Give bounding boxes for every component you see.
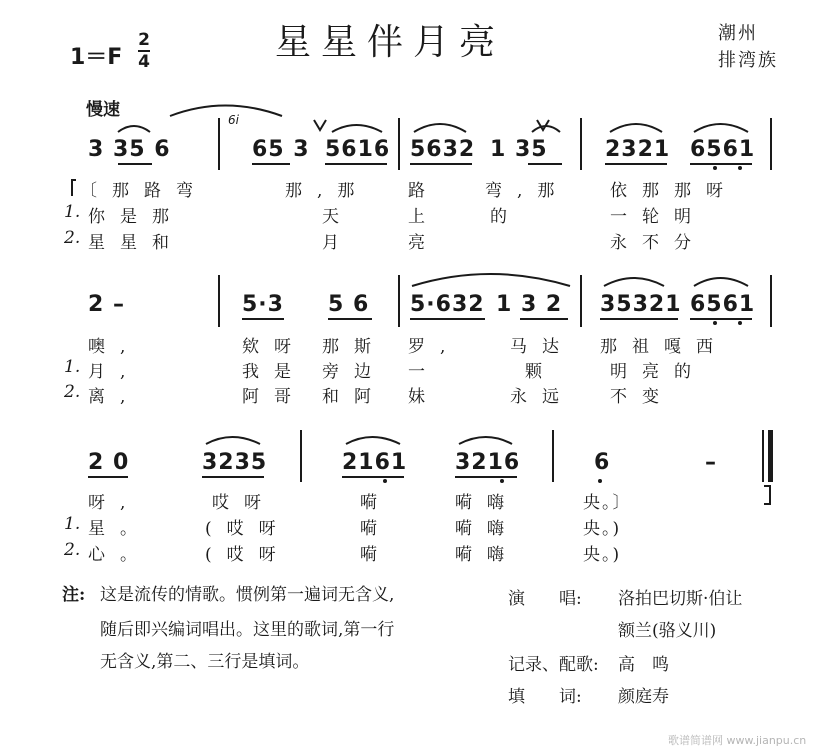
measure-notes: 2 – [88,292,125,317]
lyric-text: 阿哥 [242,387,306,407]
footnote-line: 随后即兴编词唱出。这里的歌词,第一行 [100,620,395,640]
credit-name: 额兰(骆义川) [618,621,717,641]
lyric-text: 依那那呀 [610,181,738,201]
slur [610,124,662,132]
measure-notes: – [705,450,717,475]
lyric-text: 妹 [408,387,440,407]
lyric-text: 那祖嘎西 [600,337,728,357]
lyric-text: 亮 [408,233,440,253]
lyric-text: 永远 [510,387,574,407]
lyric-text: 央。) [583,519,622,539]
lyric-text: 我是 [242,362,306,382]
octave-dot [738,321,742,325]
lyric-text: 嗬嗨 [455,545,519,565]
measure-notes: 3235 [202,450,268,475]
measure-notes: 5·3 [242,292,284,317]
origin-region: 潮州 [718,23,758,44]
measure-notes: 2321 [605,137,671,162]
measure-notes: 1 35 [490,137,548,162]
key-signature: 1＝F [70,45,123,70]
lyric-text: 罗, [408,337,461,357]
tempo-marking: 慢速 [86,100,120,120]
measure-notes: 1 3 2 [496,292,563,317]
lyric-text: 马达 [510,337,574,357]
lyric-text: 〔那路弯 [80,181,208,201]
lyric-text: 颗 [525,362,557,382]
credit-name: 高 鸣 [618,655,669,675]
footnote-line: 这是流传的情歌。惯例第一遍词无含义, [100,585,395,605]
slur [694,124,748,132]
measure-notes: 2161 [342,450,408,475]
lyric-text: 央。〕 [583,493,632,513]
slur [170,106,282,117]
credit-role: 记录、配歌: [508,655,599,675]
measure-notes: 5632 [410,137,476,162]
slur [206,437,260,444]
lyric-bracket [764,486,770,504]
lyric-text: 哎呀 [212,493,276,513]
lyric-text: 月, [88,362,141,382]
footnote-label: 注: [62,585,86,605]
measure-notes: 3 35 6 [88,137,171,162]
credit-name: 洛拍巴切斯·伯让 [618,589,743,609]
time-sig-top: 2 [138,30,150,50]
lyric-text: 嗬嗨 [455,519,519,539]
lyric-text: 星星和 [88,233,184,253]
lyric-text: 嗬 [360,519,392,539]
verse-number: 1. [64,202,81,222]
slur [346,437,400,444]
lyric-text: (哎呀 [205,545,291,565]
lyric-text: 嗬 [360,493,392,513]
octave-dot [738,166,742,170]
lyric-text: 一 [408,362,440,382]
lyric-text: 那,那 [285,181,370,201]
measure-notes: 2 0 [88,450,130,475]
lyric-text: 央。) [583,545,622,565]
measure-notes: 6561 [690,292,756,317]
slur [414,124,466,132]
lyric-text: (哎呀 [205,519,291,539]
lyric-text: 旁边 [322,362,386,382]
octave-dot [500,479,504,483]
slur [604,278,664,286]
credit-role: 演 唱: [508,589,582,609]
measure-notes: 5·632 [410,292,485,317]
lyric-text: 你是那 [88,207,184,227]
lyric-text: 欸呀 [242,337,306,357]
site-watermark: 歌谱简谱网 www.jianpu.cn [668,734,807,747]
lyric-text: 和阿 [322,387,386,407]
lyric-text: 的 [490,207,522,227]
octave-dot [713,321,717,325]
time-sig-bottom: 4 [138,52,150,72]
lyric-text: 呀, [88,493,141,513]
lyric-text: 离, [88,387,141,407]
lyric-text: 上 [408,207,440,227]
lyric-text: 永不分 [610,233,706,253]
footnote-line: 无含义,第二、三行是填词。 [100,652,310,672]
lyric-text: 嗬嗨 [455,493,519,513]
song-title: 星星伴月亮 [275,22,506,63]
lyric-text: 路 [408,181,440,201]
measure-notes: 65 3 [252,137,310,162]
lyric-text: 嗬 [360,545,392,565]
measure-notes: 5 6 [328,292,370,317]
measure-notes: 35321 [600,292,682,317]
slur [412,274,570,286]
lyric-text: 一轮明 [610,207,706,227]
lyric-bracket [72,180,76,196]
grace-notes: 6i [228,113,239,127]
lyric-text: 天 [322,207,354,227]
slur [332,125,382,132]
lyric-text: 月 [322,233,354,253]
breath-mark [314,120,326,130]
credit-role: 填 词: [508,687,582,707]
origin-people: 排湾族 [718,50,778,71]
lyric-text: 明亮的 [610,362,706,382]
lyric-text: 那斯 [322,337,386,357]
verse-number: 2. [64,382,81,402]
measure-notes: 6561 [690,137,756,162]
lyric-text: 星。 [88,519,152,539]
measure-notes: 3216 [455,450,521,475]
octave-dot [598,479,602,483]
verse-number: 1. [64,514,81,534]
slur [459,437,512,444]
verse-number: 1. [64,357,81,377]
slur [118,126,150,132]
slur [694,278,748,286]
lyric-text: 不变 [610,387,674,407]
verse-number: 2. [64,540,81,560]
credit-name: 颜庭寿 [618,687,669,707]
lyric-text: 噢, [88,337,141,357]
octave-dot [383,479,387,483]
octave-dot [713,166,717,170]
lyric-text: 弯,那 [485,181,570,201]
lyric-text: 心。 [88,545,152,565]
measure-notes: 5616 [325,137,391,162]
verse-number: 2. [64,228,81,248]
measure-notes: 6 [594,450,611,475]
